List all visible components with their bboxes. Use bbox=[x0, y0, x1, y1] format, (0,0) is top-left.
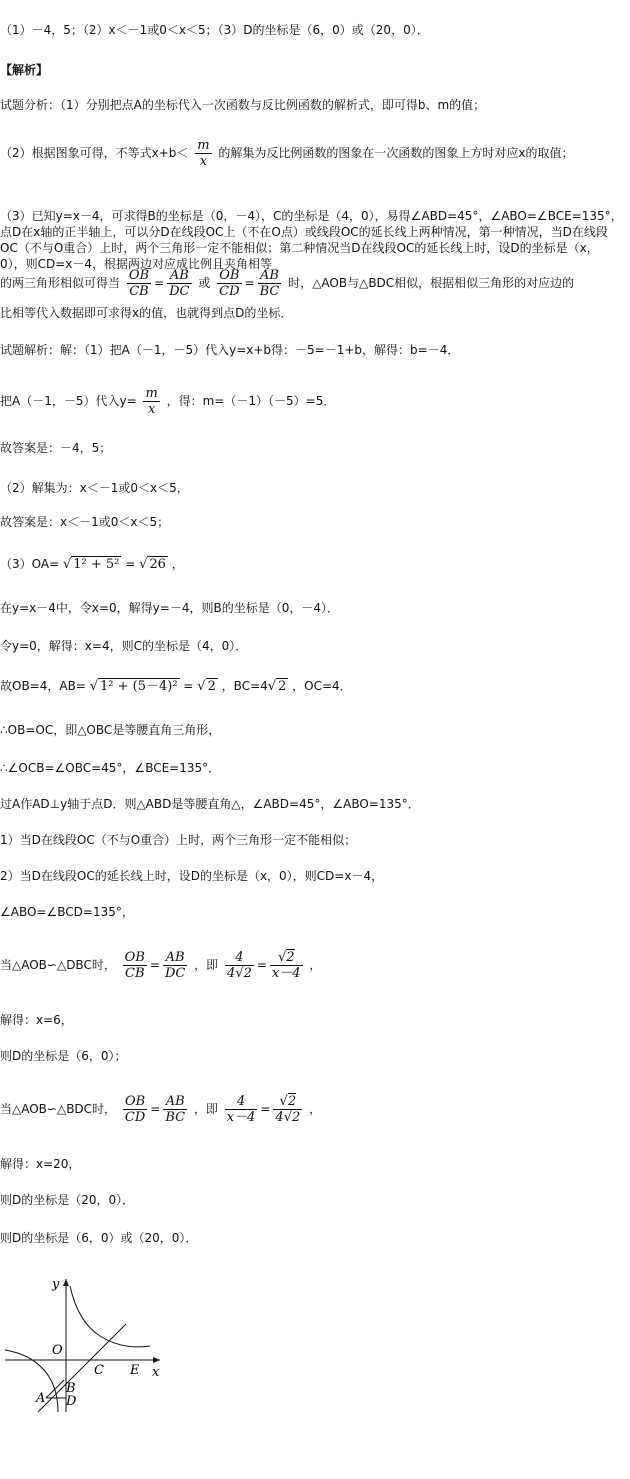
numerator: OB bbox=[123, 1094, 147, 1110]
fraction-ab-dc bbox=[167, 268, 191, 299]
analysis-p3b-pre: 的两三角形相似可得当 bbox=[0, 276, 121, 290]
solution-line-10: ∴OB=OC，即△OBC是等腰直角三角形， bbox=[0, 723, 221, 737]
label-c: C bbox=[94, 1363, 104, 1378]
solution-l19-pre: 当△AOB∽△BDC时， bbox=[0, 1102, 117, 1116]
solution-line-13: 1）当D在线段OC（不与O重合）上时，两个三角形一定不能相似； bbox=[0, 833, 357, 847]
numerator: m bbox=[197, 138, 210, 153]
solution-l2-pre: 把A（－1，－5）代入y= bbox=[0, 394, 137, 408]
solution-l19-mid: ，即 bbox=[193, 1102, 218, 1116]
denominator: x bbox=[147, 402, 156, 417]
numerator: √2 bbox=[273, 1094, 302, 1110]
denominator: DC bbox=[169, 284, 190, 299]
numerator: OB bbox=[124, 950, 145, 965]
fraction-ab-bc bbox=[163, 1094, 187, 1125]
denominator: x－4 bbox=[226, 1110, 256, 1125]
equals-sign: = bbox=[125, 557, 136, 571]
fraction-m-over-x bbox=[143, 386, 159, 417]
sqrt-expression: √ 2 bbox=[267, 678, 287, 694]
numerator: 4 bbox=[225, 1094, 258, 1110]
denominator: x bbox=[199, 154, 208, 169]
label-e: E bbox=[130, 1363, 140, 1378]
numerator: 4 bbox=[225, 950, 254, 966]
radicand: 1² + (5－4)² bbox=[100, 678, 178, 694]
denominator: 4√2 bbox=[275, 1110, 301, 1125]
denominator: CB bbox=[129, 284, 149, 299]
solution-line-11: ∴∠OCB=∠OBC=45°，∠BCE=135°． bbox=[0, 761, 221, 775]
fraction-ob-cd bbox=[123, 1094, 147, 1125]
numerator: OB bbox=[128, 268, 150, 283]
fraction-ob-cb bbox=[127, 268, 151, 299]
solution-line-18: 则D的坐标是（6，0）； bbox=[0, 1049, 127, 1063]
radicand: 2 bbox=[278, 678, 287, 694]
solution-l6-post: ， bbox=[171, 557, 184, 571]
solution-l16-mid: ，即 bbox=[194, 958, 219, 972]
solution-line-1: 试题解析：解：（1）把A（－1，－5）代入y=x+b得：－5=－1+b，解得：b=－4． bbox=[0, 343, 460, 357]
fraction-4-over-4sqrt2 bbox=[225, 950, 254, 981]
radicand: 2 bbox=[207, 678, 216, 694]
solution-line-9 bbox=[0, 678, 352, 695]
label-d: D bbox=[66, 1394, 77, 1409]
denominator: CD bbox=[124, 1110, 146, 1125]
numerator: AB bbox=[167, 268, 191, 284]
solution-l16-pre: 当△AOB∽△DBC时， bbox=[0, 958, 116, 972]
denominator: 4√2 bbox=[227, 966, 252, 981]
solution-line-20: 解得：x=20， bbox=[0, 1157, 81, 1171]
analysis-paragraph-2 bbox=[0, 138, 574, 169]
fraction-ab-dc bbox=[163, 950, 187, 981]
fraction-4-over-x-minus-4 bbox=[225, 1094, 258, 1125]
radicand: 2 bbox=[287, 1094, 297, 1109]
denominator: CB bbox=[125, 966, 145, 981]
solution-line-17: 解得：x=6， bbox=[0, 1013, 73, 1027]
analysis-paragraph-3b: 的两三角形相似可得当 $\frac{OB}{CB}$ = $\frac{AB}{DC}$ 或 $\frac{OB}{CD}$ = $\frac{AB}{BC}$ 时，△AOB与△BDC相似，根据相似三角形的对应边的 bbox=[0, 268, 575, 299]
label-y: y bbox=[52, 1277, 60, 1292]
radicand: 2 bbox=[286, 950, 295, 965]
solution-l2-post: ，得：m=（－1）（－5）=5． bbox=[166, 394, 336, 408]
radicand: 2 bbox=[243, 966, 252, 981]
analysis-paragraph-3c: 比相等代入数据即可求得x的值，也就得到点D的坐标． bbox=[0, 306, 293, 320]
label-x: x bbox=[152, 1365, 160, 1380]
sqrt-expression: √ 1² + (5－4)² bbox=[89, 678, 178, 694]
fraction-m-over-x bbox=[195, 138, 211, 169]
label-o: O bbox=[52, 1343, 63, 1358]
numerator: OB bbox=[217, 268, 241, 284]
solution-l9-post: ，OC=4． bbox=[292, 679, 352, 693]
numerator: AB bbox=[163, 1094, 187, 1110]
denominator: CD bbox=[219, 284, 240, 299]
radicand: 1² + 5² bbox=[73, 556, 120, 572]
solution-line-5: 故答案是：x＜－1或0＜x＜5； bbox=[0, 515, 170, 529]
numerator: m bbox=[145, 386, 158, 401]
solution-line-6 bbox=[0, 556, 184, 573]
analysis-paragraph-3: （3）已知y=x－4，可求得B的坐标是（0，－4），C的坐标是（4，0），易得∠ABD=45°，∠ABO=∠BCE=135°，点D在x轴的正半轴上，可以分D在线段OC上（不在O点）或线段OC的延长线上两种情况，第一种情况，当D在线段OC（不与O重合）上时，两个三角形一定不能相似；第二种情况当D在线段OC的延长线上时，设D的坐标是（x，0），则CD=x－4，根据两边对应成比例且夹角相等 bbox=[0, 209, 623, 271]
sqrt-expression: √ 26 bbox=[139, 556, 166, 572]
label-b: B bbox=[66, 1381, 76, 1396]
analysis-p2-pre: （2）根据图象可得，不等式x+b＜ bbox=[0, 146, 189, 160]
denominator: DC bbox=[164, 966, 186, 981]
linear-function-line bbox=[38, 1324, 126, 1412]
denominator: BC bbox=[259, 284, 280, 299]
equals-sign: = bbox=[183, 679, 194, 693]
sqrt-expression: √ 2 bbox=[197, 678, 216, 694]
numerator: √2 bbox=[270, 950, 303, 966]
fraction-ob-cb bbox=[123, 950, 147, 981]
solution-l9-pre: 故OB=4，AB= bbox=[0, 679, 86, 693]
label-a: A bbox=[36, 1391, 46, 1406]
x-axis-arrow bbox=[153, 1357, 160, 1363]
radicand: 26 bbox=[149, 556, 166, 572]
y-axis-arrow bbox=[63, 1279, 69, 1286]
fraction-sqrt2-over-4sqrt2 bbox=[273, 1094, 302, 1125]
solution-line-21: 则D的坐标是（20，0）． bbox=[0, 1193, 135, 1207]
solution-l16-post: ， bbox=[309, 958, 322, 972]
solution-l9-mid: ，BC=4 bbox=[221, 679, 268, 693]
radicand: 2 bbox=[291, 1110, 301, 1125]
analysis-p2-post: 的解集为反比例函数的图象在一次函数的图象上方时对应x的取值； bbox=[218, 146, 574, 160]
solution-line-15: ∠ABO=∠BCD=135°， bbox=[0, 905, 134, 919]
coefficient: 4 bbox=[227, 966, 236, 981]
analysis-paragraph-1: 试题分析：（1）分别把点A的坐标代入一次函数与反比例函数的解析式，即可得b、m的值； bbox=[0, 98, 486, 112]
denominator: x－4 bbox=[271, 966, 301, 981]
solution-line-7: 在y=x－4中，令x=0，解得y=－4，则B的坐标是（0，－4）． bbox=[0, 601, 339, 615]
solution-line-12: 过A作AD⊥y轴于点D．则△ABD是等腰直角△，∠ABD=45°，∠ABO=135°． bbox=[0, 797, 420, 811]
fraction-ob-cd bbox=[217, 268, 241, 299]
hyperbola-branch-first-quadrant bbox=[70, 1286, 150, 1347]
analysis-p3b-or: 或 bbox=[198, 276, 211, 290]
solution-line-22: 则D的坐标是（6，0）或（20，0）． bbox=[0, 1231, 198, 1245]
sqrt-expression: √ 1² + 5² bbox=[62, 556, 120, 572]
solution-line-8: 令y=0，解得：x=4，则C的坐标是（4，0）． bbox=[0, 639, 248, 653]
solution-line-19: 当△AOB∽△BDC时， $\frac{OB}{CD}$ = $\frac{AB}{BC}$ ，即 $\frac{4}{x-4}$ = $\frac{√2}{4√2}$ ， bbox=[0, 1094, 322, 1125]
numerator: AB bbox=[163, 950, 187, 966]
analysis-p3b-post: 时，△AOB与△BDC相似，根据相似三角形的对应边的 bbox=[288, 276, 575, 290]
analysis-header: 【解析】 bbox=[0, 63, 49, 77]
solution-l6-pre: （3）OA= bbox=[0, 557, 60, 571]
solution-line-16: 当△AOB∽△DBC时， $\frac{OB}{CB}$ = $\frac{AB}{DC}$ ，即 $\frac{4}{4√2}$ = $\frac{√2}{x-4}$ ， bbox=[0, 950, 322, 981]
solution-l19-post: ， bbox=[309, 1102, 322, 1116]
denominator: BC bbox=[165, 1110, 186, 1125]
solution-line-3: 故答案是：－4，5； bbox=[0, 441, 112, 455]
hyperbola-branch-third-quadrant bbox=[5, 1350, 58, 1412]
solution-line-2 bbox=[0, 386, 335, 417]
coefficient: 4 bbox=[275, 1110, 284, 1125]
function-graph bbox=[0, 1274, 170, 1414]
answer-line: （1）－4，5；（2）x＜－1或0＜x＜5；（3）D的坐标是（6，0）或（20，0）． bbox=[0, 23, 429, 37]
solution-line-14: 2）当D在线段OC的延长线上时，设D的坐标是（x，0），则CD=x－4， bbox=[0, 869, 384, 883]
fraction-ab-bc bbox=[258, 268, 282, 299]
numerator: AB bbox=[258, 268, 282, 284]
solution-line-4: （2）解集为：x＜－1或0＜x＜5， bbox=[0, 481, 189, 495]
fraction-sqrt2-over-x-minus-4 bbox=[270, 950, 303, 981]
